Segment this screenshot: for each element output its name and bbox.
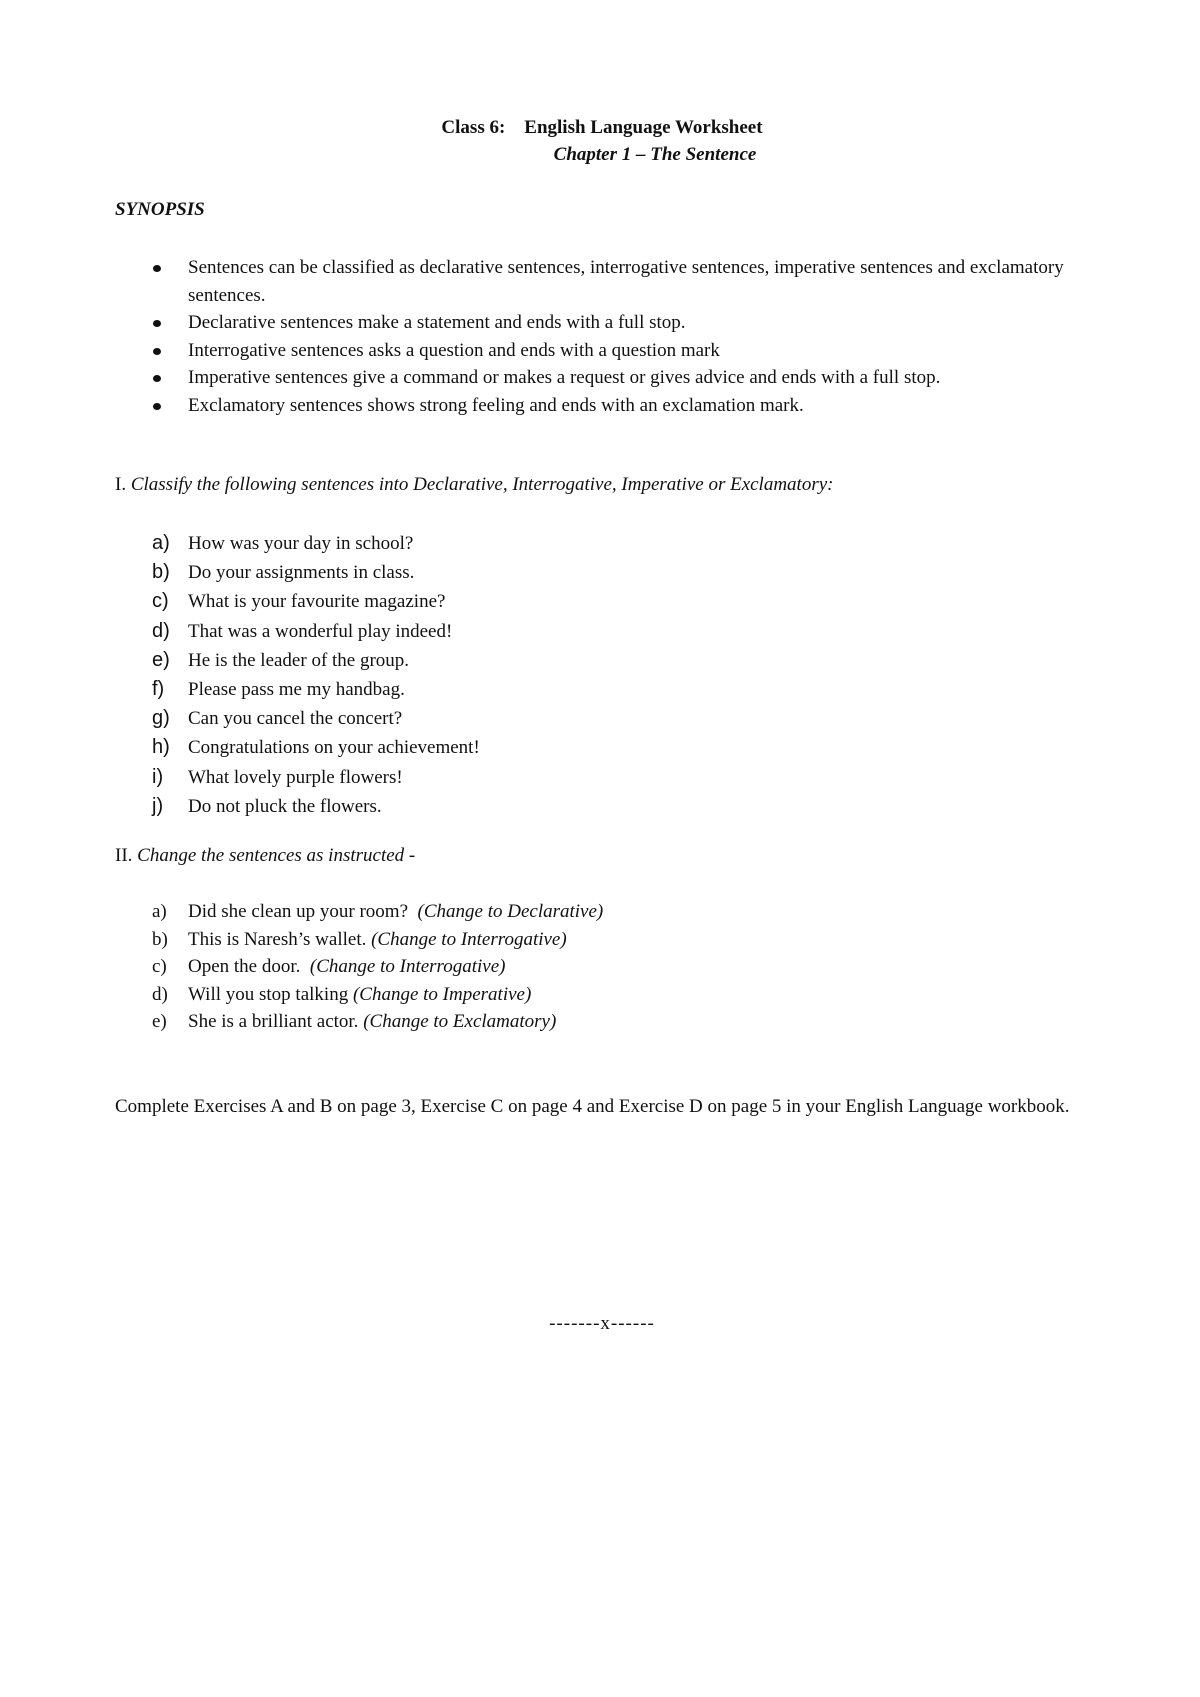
end-mark-text: -------x------	[549, 1313, 655, 1334]
item-marker: h)	[152, 736, 170, 759]
list-item	[115, 898, 603, 926]
item-note: (Change to Declarative)	[417, 901, 604, 922]
item-text: That was a wonderful play indeed!	[188, 620, 453, 642]
list-item	[115, 617, 480, 646]
item-text: Congratulations on your achievement!	[188, 737, 480, 759]
item-marker: i)	[152, 765, 164, 788]
list-item	[115, 1008, 603, 1036]
item-text: Did she clean up your room?	[188, 901, 418, 922]
list-item	[115, 704, 480, 733]
item-text: How was your day in school?	[188, 533, 414, 554]
item-text: She is a brilliant actor.	[188, 1011, 364, 1032]
item-note: (Change to Imperative)	[352, 983, 532, 1005]
item-marker: e)	[152, 1011, 167, 1032]
list-item	[115, 529, 480, 558]
closing-instruction: Complete Exercises A and B on page 3, Exercise C on page 4 and Exercise D on page 5 in your English Language workbook.	[115, 1096, 1070, 1117]
synopsis-point	[115, 392, 1075, 420]
chapter-subtitle	[0, 144, 1200, 166]
item-note: (Change to Interrogative)	[371, 928, 567, 950]
item-text: Do your assignments in class.	[188, 562, 415, 584]
synopsis-point-text: Imperative sentences give a command or makes a request or gives advice and ends with a full stop.	[188, 367, 941, 388]
item-marker: a)	[152, 901, 167, 922]
item-marker: g)	[152, 707, 170, 730]
section-2-instruction-text: Change the sentences as instructed -	[137, 845, 416, 866]
item-text: This is Naresh’s wallet.	[188, 928, 372, 950]
item-marker: f)	[152, 677, 165, 700]
item-marker: b)	[152, 561, 170, 584]
synopsis-point	[115, 254, 1075, 309]
synopsis-point-text: Interrogative sentences asks a question and ends with a question mark	[188, 339, 720, 361]
synopsis-list	[115, 254, 1075, 419]
item-text: He is the leader of the group.	[188, 649, 410, 671]
section-1-number: I.	[115, 474, 127, 495]
item-note: (Change to Interrogative)	[309, 956, 506, 977]
bullet-icon	[153, 403, 161, 410]
list-item	[115, 587, 480, 616]
item-text: Open the door.	[188, 956, 310, 977]
section-2-number: II.	[115, 845, 133, 866]
item-marker: d)	[152, 619, 170, 642]
chapter-subtitle-text: Chapter 1 – The Sentence	[553, 144, 757, 165]
synopsis-heading: SYNOPSIS	[115, 199, 205, 220]
item-marker: d)	[152, 983, 168, 1005]
list-item	[115, 981, 603, 1009]
list-item	[115, 926, 603, 954]
synopsis-point-text: Declarative sentences make a statement and ends with a full stop.	[188, 312, 686, 333]
synopsis-point-text: Sentences can be classified as declarative sentences, interrogative sentences, imperative sentences and exclamatory sentences.	[188, 257, 1064, 306]
worksheet-title	[0, 117, 1200, 139]
section-1-instruction-text: Classify the following sentences into Declarative, Interrogative, Imperative or Exclamatory:	[130, 474, 834, 495]
synopsis-point	[115, 337, 1075, 365]
list-item	[115, 675, 480, 704]
list-item	[115, 763, 480, 792]
section-2-list	[115, 898, 603, 1036]
section-1-list	[115, 529, 480, 821]
bullet-icon	[153, 265, 161, 272]
worksheet-title-text: Class 6: English Language Worksheet	[441, 117, 763, 138]
list-item	[115, 792, 480, 821]
item-text: Please pass me my handbag.	[188, 678, 405, 700]
section-2-instruction	[115, 845, 415, 867]
list-item	[115, 558, 480, 587]
synopsis-point	[115, 364, 1075, 392]
item-text: Will you stop talking	[188, 983, 353, 1005]
section-1-instruction	[115, 474, 834, 496]
item-text: Can you cancel the concert?	[188, 708, 403, 730]
bullet-icon	[153, 320, 161, 327]
item-marker: a)	[152, 532, 170, 554]
item-note: (Change to Exclamatory)	[363, 1011, 557, 1032]
bullet-icon	[153, 348, 161, 355]
synopsis-point-text: Exclamatory sentences shows strong feeling and ends with an exclamation mark.	[188, 394, 804, 416]
synopsis-point	[115, 309, 1075, 337]
end-mark	[0, 1313, 1200, 1335]
item-marker: c)	[152, 956, 167, 977]
item-marker: j)	[152, 794, 164, 817]
item-text: What is your favourite magazine?	[188, 591, 446, 613]
item-text: What lovely purple flowers!	[188, 766, 403, 788]
list-item	[115, 953, 603, 981]
list-item	[115, 646, 480, 675]
item-marker: e)	[152, 648, 170, 671]
list-item	[115, 733, 480, 762]
item-marker: c)	[152, 590, 169, 613]
item-text: Do not pluck the flowers.	[188, 795, 382, 817]
bullet-icon	[153, 375, 161, 382]
item-marker: b)	[152, 928, 168, 950]
